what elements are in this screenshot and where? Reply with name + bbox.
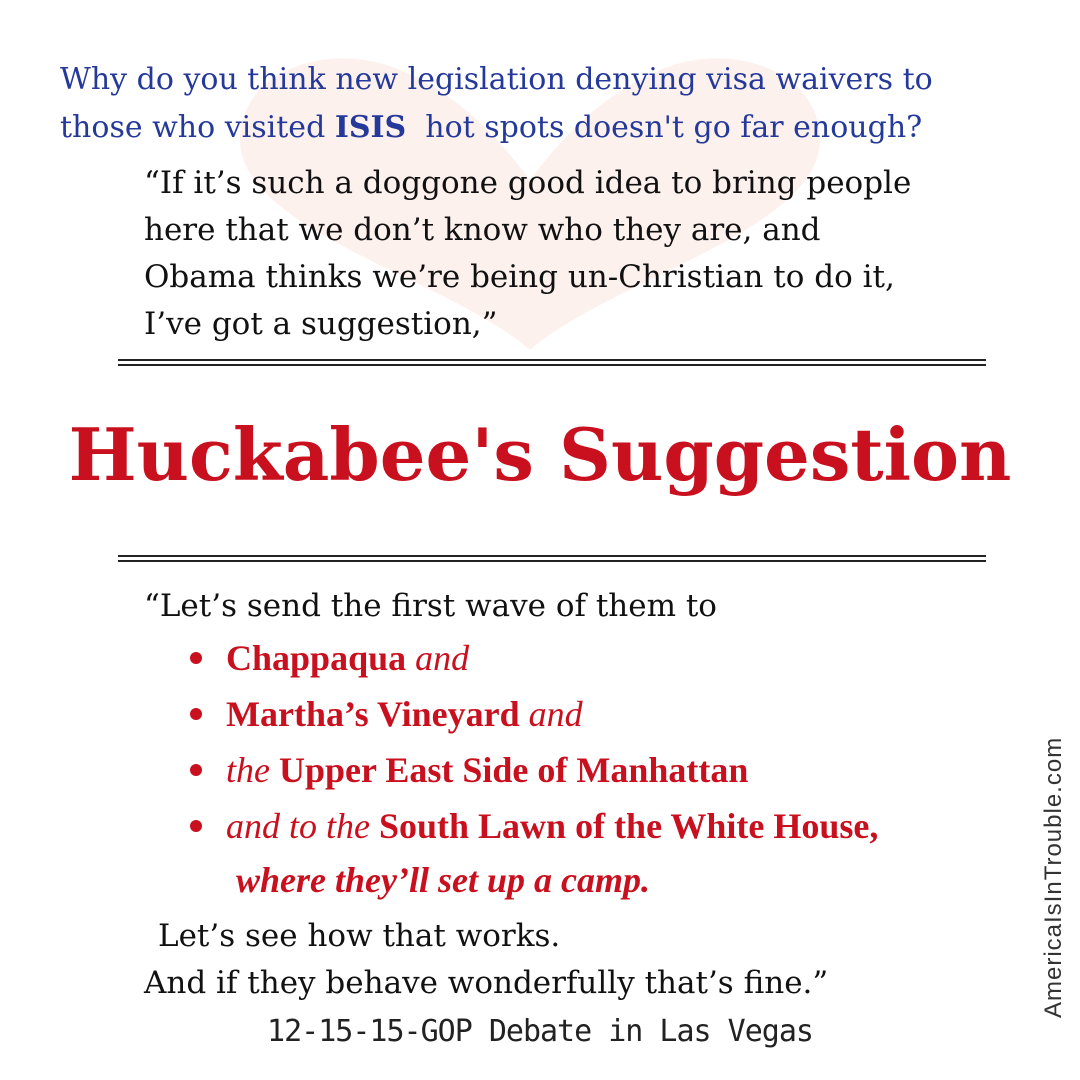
question-line-1: Why do you think new legislation denying visa waivers to [60, 62, 933, 97]
places-list [190, 630, 990, 854]
camp-line: where they’ll set up a camp. [236, 860, 650, 900]
place-suffix: and [519, 694, 583, 734]
list-item [190, 630, 990, 686]
question-line-2-pre: those who visited [60, 110, 335, 145]
headline: Huckabee's Suggestion [68, 412, 1012, 497]
bottom-divider [118, 555, 986, 562]
quote-intro-line-2: here that we don’t know who they are, and [144, 212, 821, 248]
quote-intro-line-3: Obama thinks we’re being un-Christian to do it, [144, 259, 895, 295]
place-prefix: and to the [226, 806, 379, 846]
bullet-icon [190, 764, 202, 776]
closing-text [144, 913, 828, 1007]
closing-line-2: And if they behave wonderfully that’s fine.” [144, 965, 829, 1001]
question-line-2-post: hot spots doesn't go far enough? [406, 110, 923, 145]
bullet-icon [190, 652, 202, 664]
place-name: South Lawn of the White House, [378, 806, 879, 846]
place-name: Chappaqua [226, 638, 407, 678]
bullet-icon [190, 708, 202, 720]
site-watermark: AmericaIsInTrouble.com [1040, 736, 1067, 1018]
list-item [190, 742, 990, 798]
question-isis-emphasis: ISIS [334, 110, 407, 145]
top-divider [118, 359, 986, 366]
place-name: Martha’s Vineyard [226, 694, 520, 734]
question-line-2 [60, 104, 1050, 152]
place-suffix: and [406, 638, 470, 678]
list-item [190, 686, 990, 742]
place-name: Upper East Side of Manhattan [278, 750, 749, 790]
place-prefix: the [226, 750, 279, 790]
closing-line-1: Let’s see how that works. [158, 918, 561, 954]
suggestion-intro: “Let’s send the first wave of them to [144, 588, 717, 624]
quote-intro-line-1: “If it’s such a doggone good idea to bring people [144, 165, 912, 201]
list-item [190, 798, 990, 854]
source-caption: 12-15-15-GOP Debate in Las Vegas [267, 1014, 813, 1049]
quote-intro-line-4: I’ve got a suggestion,” [144, 306, 498, 342]
quote-intro [144, 160, 1004, 348]
bullet-icon [190, 820, 202, 832]
question-text [60, 56, 1050, 152]
